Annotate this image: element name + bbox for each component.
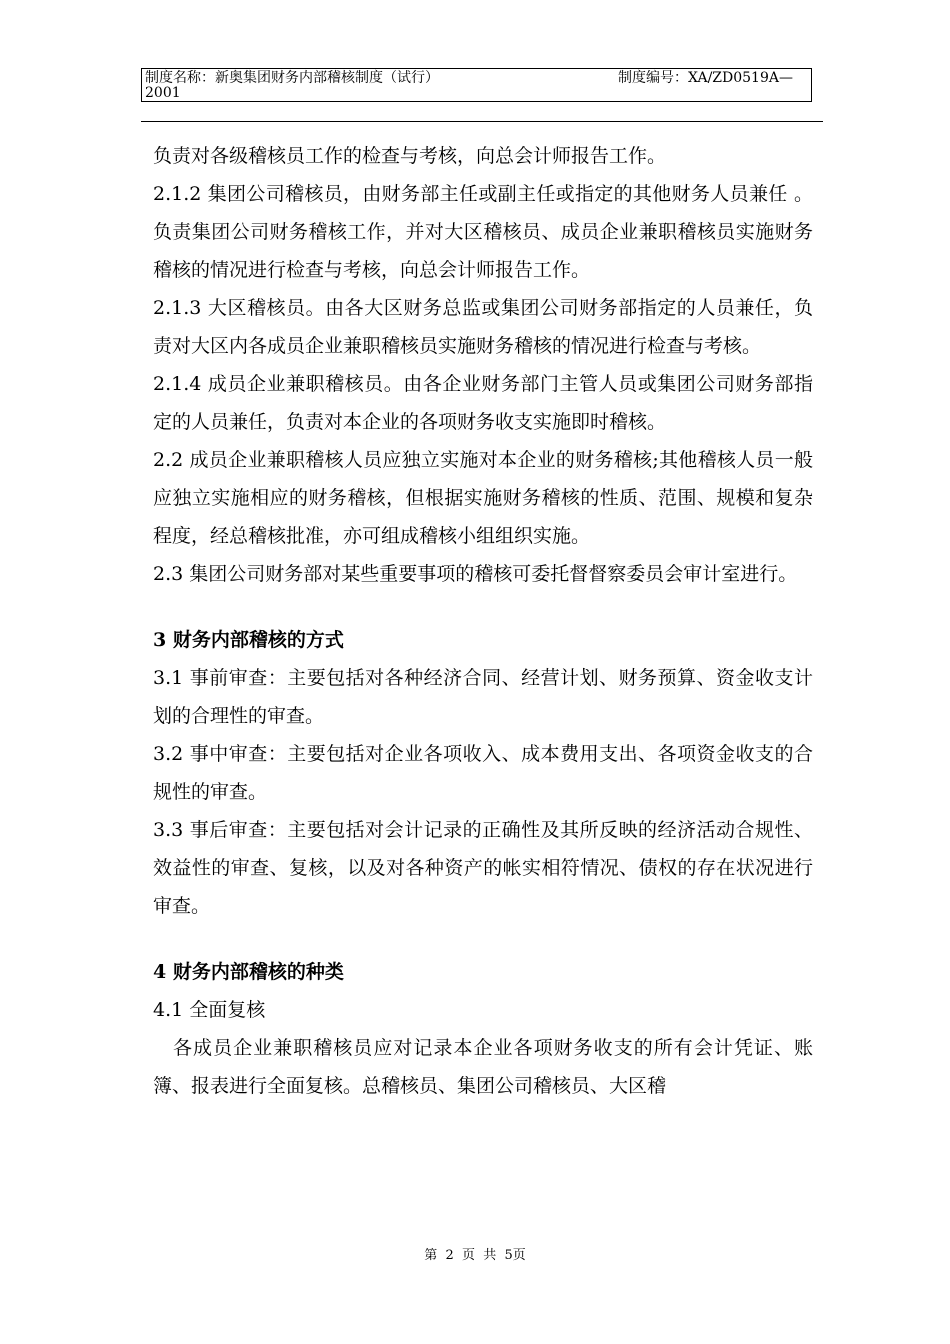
header-doc-year: 2001	[145, 85, 181, 101]
section-gap	[153, 593, 813, 621]
header-doc-number: 制度编号：XA/ZD0519A—	[618, 70, 793, 86]
header-rule	[141, 121, 823, 122]
document-body	[153, 137, 813, 1105]
paragraph: 2.1.3 大区稽核员。由各大区财务总监或集团公司财务部指定的人员兼任，负责对大区内各成员企业兼职稽核员实施财务稽核的情况进行检查与考核。	[153, 297, 813, 357]
paragraph: 2.3 集团公司财务部对某些重要事项的稽核可委托督督察委员会审计室进行。	[153, 563, 798, 585]
section-gap	[153, 925, 813, 953]
paragraph: 3.1 事前审查：主要包括对各种经济合同、经营计划、财务预算、资金收支计划的合理性的审查。	[153, 667, 813, 727]
paragraph: 3.3 事后审查：主要包括对会计记录的正确性及其所反映的经济活动合规性、效益性的审查、复核，以及对各种资产的帐实相符情况、债权的存在状况进行审查。	[153, 819, 813, 917]
section-heading: 4 财务内部稽核的种类	[153, 961, 344, 983]
paragraph: 负责对各级稽核员工作的检查与考核，向总会计师报告工作。	[153, 145, 667, 167]
paragraph: 2.1.2 集团公司稽核员，由财务部主任或副主任或指定的其他财务人员兼任 。负责集团公司财务稽核工作，并对大区稽核员、成员企业兼职稽核员实施财务稽核的情况进行检查与考核，向总会计师报告工作。	[153, 183, 813, 281]
paragraph: 3.2 事中审查：主要包括对企业各项收入、成本费用支出、各项资金收支的合规性的审查。	[153, 743, 813, 803]
page-footer: 第 2 页 共 5页	[424, 1248, 526, 1263]
paragraph: 2.2 成员企业兼职稽核人员应独立实施对本企业的财务稽核;其他稽核人员一般应独立实施相应的财务稽核，但根据实施财务稽核的性质、范围、规模和复杂程度，经总稽核批准，亦可组成稽核小组组织实施。	[153, 449, 813, 547]
section-heading: 3 财务内部稽核的方式	[153, 629, 344, 651]
paragraph: 各成员企业兼职稽核员应对记录本企业各项财务收支的所有会计凭证、账簿、报表进行全面复核。总稽核员、集团公司稽核员、大区稽	[153, 1037, 813, 1097]
document-header	[141, 68, 812, 102]
header-title: 制度名称：新奥集团财务内部稽核制度（试行）	[145, 70, 439, 86]
subsection-title: 4.1 全面复核	[153, 999, 266, 1021]
paragraph: 2.1.4 成员企业兼职稽核员。由各企业财务部门主管人员或集团公司财务部指定的人员兼任，负责对本企业的各项财务收支实施即时稽核。	[153, 373, 813, 433]
